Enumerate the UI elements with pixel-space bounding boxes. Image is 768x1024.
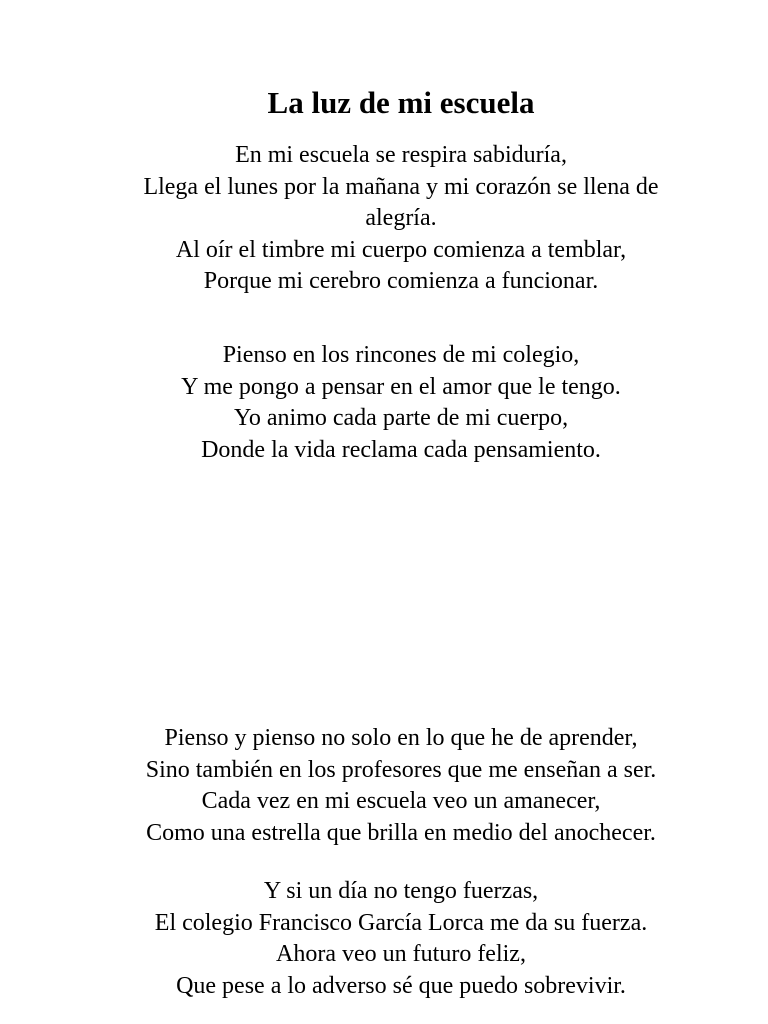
stanza-3 [0, 723, 768, 849]
verse-line: Al oír el timbre mi cuerpo comienza a temblar, [175, 236, 627, 263]
stanza-4 [0, 876, 768, 1002]
verse-line: Llega el lunes por la mañana y mi corazón se llena de [143, 173, 659, 200]
verse-line: Cada vez en mi escuela veo un amanecer, [201, 788, 601, 814]
verse-line: Donde la vida reclama cada pensamiento. [201, 436, 601, 463]
stanza-2 [0, 340, 768, 466]
stanza-1 [0, 140, 768, 298]
verse-line: alegría. [365, 205, 437, 231]
verse-line: Yo animo cada parte de mi cuerpo, [233, 405, 569, 431]
verse-line: En mi escuela se respira sabiduría, [235, 142, 567, 168]
verse-line: Como una estrella que brilla en medio del anochecer. [146, 819, 656, 846]
verse-line: Y me pongo a pensar en el amor que le tengo. [181, 373, 621, 400]
poem-title: La luz de mi escuela [267, 85, 535, 120]
verse-line: Sino también en los profesores que me enseñan a ser. [145, 756, 657, 783]
verse-line: Y si un día no tengo fuerzas, [263, 878, 539, 904]
verse-line: Porque mi cerebro comienza a funcionar. [203, 268, 599, 294]
verse-line: Que pese a lo adverso sé que puedo sobrevivir. [176, 972, 626, 999]
verse-line: Pienso en los rincones de mi colegio, [222, 342, 580, 368]
verse-line: El colegio Francisco García Lorca me da su fuerza. [154, 909, 648, 936]
verse-line: Pienso y pienso no solo en lo que he de aprender, [164, 725, 638, 751]
verse-line: Ahora veo un futuro feliz, [276, 941, 526, 967]
